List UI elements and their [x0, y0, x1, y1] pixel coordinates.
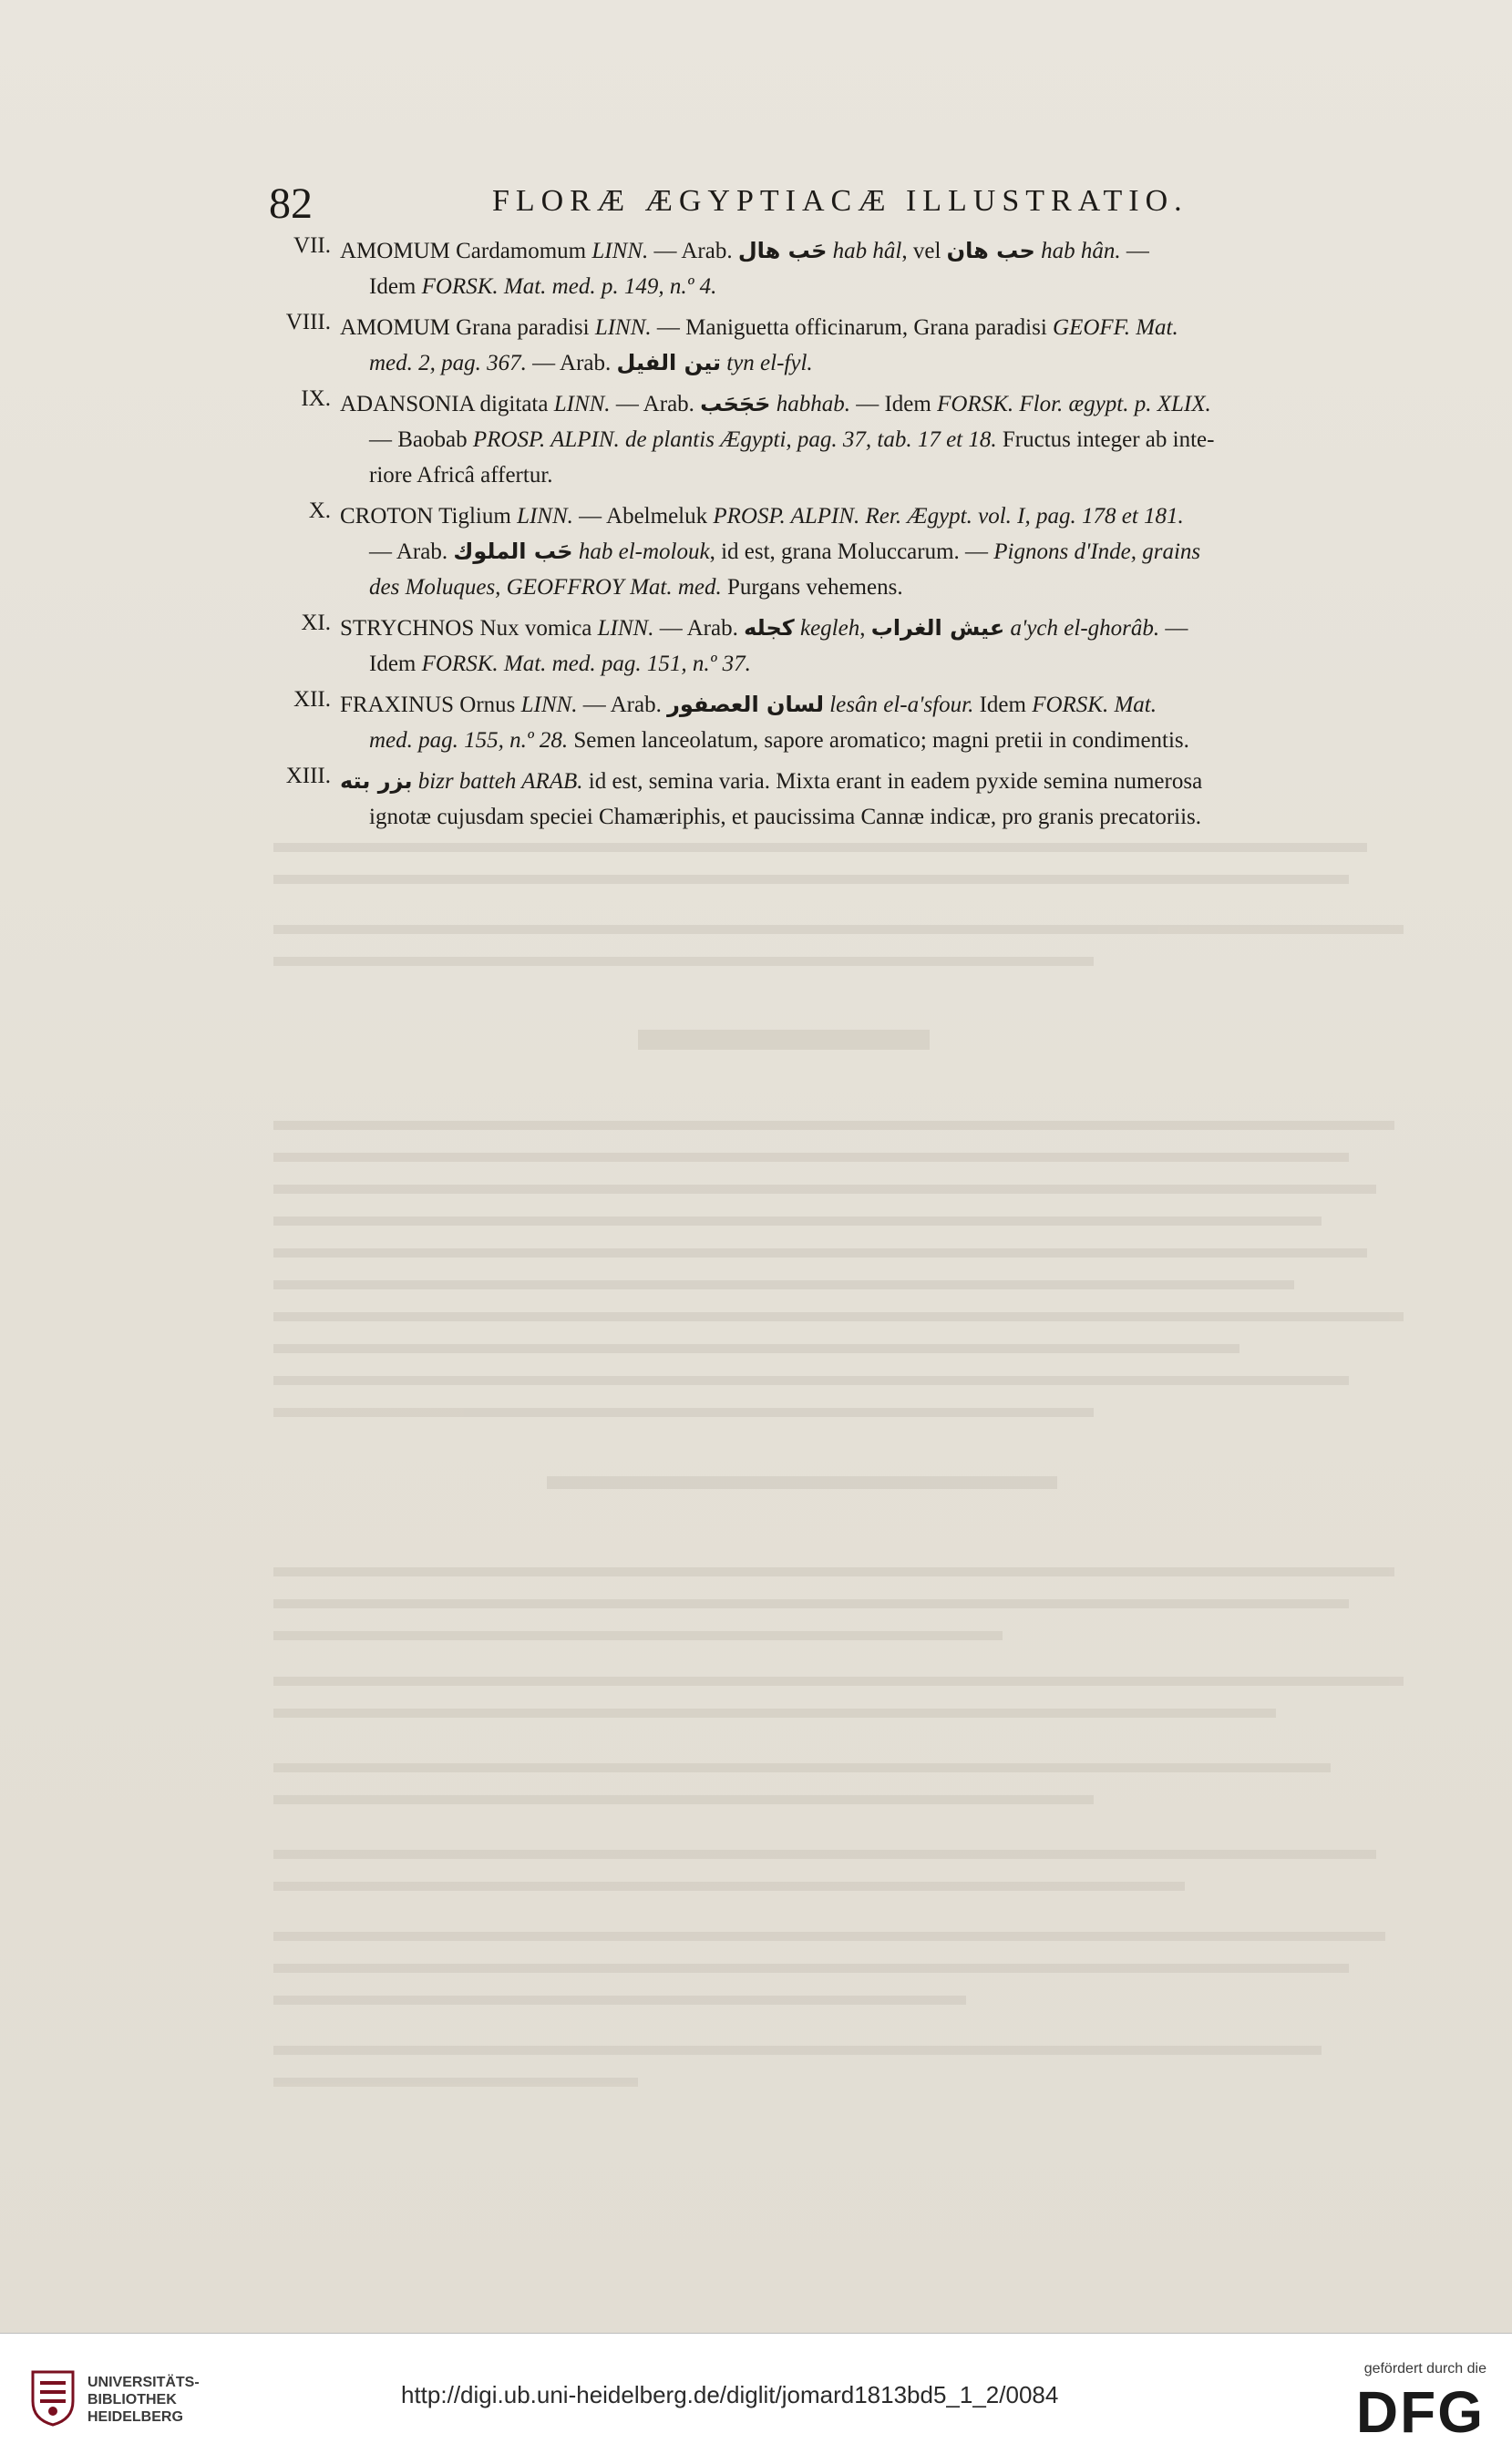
- running-title: FLORÆ ÆGYPTIACÆ ILLUSTRATIO.: [492, 184, 1188, 218]
- text-run: Idem: [369, 274, 422, 299]
- italic-run: LINN.: [553, 392, 611, 416]
- text-run: — Arab.: [653, 616, 745, 641]
- entry-number: XI.: [301, 611, 331, 635]
- arabic-term: كجله: [744, 615, 795, 641]
- italic-run: FORSK. Flor. ægypt. p. XLIX.: [937, 392, 1211, 416]
- text-run: — Arab.: [648, 239, 738, 263]
- entry-number: XIII.: [285, 764, 331, 788]
- entry-line: [340, 386, 1408, 422]
- entry-number: IX.: [301, 386, 331, 411]
- arabic-term: حَجَحَب: [700, 391, 771, 416]
- arabic-term: بزر بته: [340, 768, 413, 794]
- text-run: —: [1159, 616, 1188, 641]
- italic-run: tyn el-fyl.: [726, 351, 813, 375]
- arabic-term: تين الفيل: [616, 350, 722, 375]
- italic-run: FORSK. Mat.: [1032, 693, 1157, 717]
- entry-line: [340, 534, 1408, 570]
- institution-name: UNIVERSITÄTS- BIBLIOTHEK HEIDELBERG: [87, 2375, 200, 2425]
- text-run: STRYCHNOS Nux vomica: [340, 616, 598, 641]
- text-run: — Idem: [849, 392, 938, 416]
- italic-run: PROSP. ALPIN. Rer. Ægypt. vol. I, pag. 178 et 181.: [713, 504, 1184, 529]
- arabic-term: حب هان: [946, 238, 1035, 263]
- italic-run: LINN.: [591, 239, 649, 263]
- entry-line: [340, 687, 1408, 723]
- entry-line: [340, 457, 1408, 493]
- entry-list: [260, 233, 1408, 840]
- arabic-term: لسان العصفور: [667, 692, 824, 717]
- text-run: Semen lanceolatum, sapore aromatico; magni pretii in condimentis.: [568, 728, 1189, 753]
- dfg-logo: DFG: [1355, 2379, 1485, 2445]
- italic-run: hab hâl: [832, 239, 902, 263]
- footer-bar: [0, 2333, 1512, 2464]
- entry-line: [340, 723, 1408, 758]
- italic-run: med. pag. 155, n.º 28.: [369, 728, 569, 753]
- text-run: , vel: [901, 239, 947, 263]
- entry-line: [340, 345, 1408, 381]
- entry-line: [340, 799, 1408, 835]
- page-number: 82: [269, 180, 313, 228]
- text-run: — Arab.: [526, 351, 617, 375]
- text-run: ADANSONIA digitata: [340, 392, 554, 416]
- italic-run: FORSK. Mat. med. pag. 151, n.º 37.: [421, 652, 751, 676]
- italic-run: LINN.: [597, 616, 654, 641]
- italic-run: GEOFF. Mat.: [1053, 315, 1178, 340]
- text-run: — Maniguetta officinarum, Grana paradisi: [651, 315, 1054, 340]
- entry-line: [340, 498, 1408, 534]
- entry-number: VII.: [293, 233, 331, 258]
- italic-run: des Moluques, GEOFFROY Mat. med.: [369, 575, 722, 600]
- text-run: AMOMUM Grana paradisi: [340, 315, 595, 340]
- arabic-term: حَب الملوك: [453, 539, 573, 564]
- entry-number: VIII.: [285, 310, 331, 334]
- text-run: CROTON Tiglium: [340, 504, 518, 529]
- university-seal-icon: [29, 2370, 77, 2427]
- arabic-term: عيش الغراب: [870, 615, 1005, 641]
- italic-run: hab el-molouk: [578, 539, 710, 564]
- entry-line: [340, 422, 1408, 457]
- arabic-term: حَب هال: [737, 238, 828, 263]
- funding-caption: gefördert durch die: [1363, 2361, 1486, 2377]
- text-run: — Arab.: [577, 693, 668, 717]
- italic-run: med. 2, pag. 367.: [369, 351, 527, 375]
- text-run: —: [1120, 239, 1149, 263]
- entry-number: X.: [308, 498, 331, 523]
- entry-line: [340, 570, 1408, 605]
- italic-run: lesân el-a'sfour.: [829, 693, 974, 717]
- italic-run: a'ych el-ghorâb.: [1010, 616, 1160, 641]
- catalog-entry: [260, 764, 1408, 835]
- text-run: , id est, grana Moluccarum. —: [709, 539, 994, 564]
- text-run: ignotæ cujusdam speciei Chamæriphis, et paucissima Cannæ indicæ, pro granis precatoriis.: [369, 805, 1202, 829]
- italic-run: habhab.: [776, 392, 850, 416]
- catalog-entry: [260, 386, 1408, 493]
- catalog-entry: [260, 611, 1408, 682]
- catalog-entry: [260, 233, 1408, 304]
- text-run: Idem: [973, 693, 1033, 717]
- text-run: — Abelmeluk: [572, 504, 714, 529]
- entry-line: [340, 269, 1408, 304]
- italic-run: kegleh: [799, 616, 860, 641]
- italic-run: LINN.: [594, 315, 652, 340]
- text-run: ,: [859, 616, 871, 641]
- text-run: — Baobab: [369, 427, 473, 452]
- catalog-entry: [260, 687, 1408, 758]
- italic-run: PROSP. ALPIN. de plantis Ægypti, pag. 37, tab. 17 et 18.: [472, 427, 997, 452]
- entry-line: [340, 646, 1408, 682]
- page-header: [269, 179, 1390, 233]
- text-run: Fructus integer ab inte-: [996, 427, 1215, 452]
- catalog-entry: [260, 498, 1408, 605]
- italic-run: LINN.: [517, 504, 573, 529]
- text-run: riore Africâ affertur.: [369, 463, 553, 488]
- text-run: — Arab.: [369, 539, 454, 564]
- italic-run: LINN.: [520, 693, 578, 717]
- text-run: Purgans vehemens.: [721, 575, 903, 600]
- text-run: Idem: [369, 652, 422, 676]
- italic-run: bizr batteh ARAB.: [417, 769, 583, 794]
- text-run: — Arab.: [610, 392, 701, 416]
- italic-run: Pignons d'Inde, grains: [993, 539, 1201, 564]
- entry-line: [340, 611, 1408, 646]
- catalog-entry: [260, 310, 1408, 381]
- text-run: FRAXINUS Ornus: [340, 693, 521, 717]
- source-url-link[interactable]: http://digi.ub.uni-heidelberg.de/diglit/jomard1813bd5_1_2/0084: [401, 2381, 1059, 2408]
- entry-number: XII.: [293, 687, 331, 712]
- italic-run: FORSK. Mat. med. p. 149, n.º 4.: [421, 274, 717, 299]
- entry-line: [340, 764, 1408, 799]
- text-run: AMOMUM Cardamomum: [340, 239, 592, 263]
- entry-line: [340, 310, 1408, 345]
- entry-line: [340, 233, 1408, 269]
- italic-run: hab hân.: [1041, 239, 1121, 263]
- text-run: id est, semina varia. Mixta erant in eadem pyxide semina numerosa: [582, 769, 1203, 794]
